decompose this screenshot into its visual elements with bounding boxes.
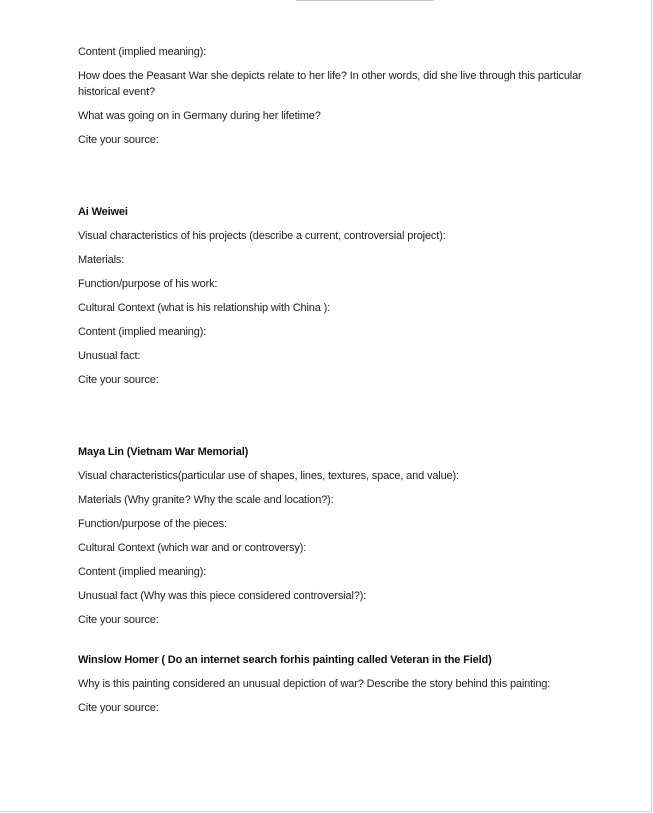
ai-weiwei-cite-prompt: Cite your source: [78, 374, 159, 386]
document-body [78, 44, 598, 724]
maya-lin-content-prompt: Content (implied meaning): [78, 566, 207, 578]
ai-weiwei-cultural-prompt: Cultural Context (what is his relationship with China ): [78, 302, 331, 314]
maya-lin-function-prompt: Function/purpose of the pieces: [78, 518, 227, 530]
ai-weiwei-function-prompt: Function/purpose of his work: [78, 278, 218, 290]
ai-weiwei-materials-prompt: Materials: [78, 254, 125, 266]
maya-lin-visual-prompt: Visual characteristics(particular use of shapes, lines, textures, space, and value): [78, 470, 459, 482]
section-winslow-homer [78, 652, 598, 716]
ai-weiwei-heading: Ai Weiwei [78, 206, 128, 218]
maya-lin-cultural-prompt: Cultural Context (which war and or controversy): [78, 542, 307, 554]
section-maya-lin [78, 444, 598, 628]
winslow-homer-cite-prompt: Cite your source: [78, 702, 159, 714]
kollwitz-peasant-war-prompt: How does the Peasant War she depicts relate to her life? In other words, did she live through this particular historical event? [78, 70, 582, 98]
section-spacer [78, 396, 598, 444]
ai-weiwei-content-prompt: Content (implied meaning): [78, 326, 207, 338]
section-spacer [78, 156, 598, 204]
winslow-homer-heading: Winslow Homer ( Do an internet search forhis painting called Veteran in the Field) [78, 654, 492, 666]
kollwitz-cite-prompt: Cite your source: [78, 134, 159, 146]
maya-lin-unusual-prompt: Unusual fact (Why was this piece considered controversial?): [78, 590, 367, 602]
section-kollwitz [78, 44, 598, 148]
ai-weiwei-unusual-prompt: Unusual fact: [78, 350, 141, 362]
maya-lin-heading: Maya Lin (Vietnam War Memorial) [78, 446, 249, 458]
section-spacer [78, 636, 598, 652]
winslow-homer-question-prompt: Why is this painting considered an unusual depiction of war? Describe the story behind this painting: [78, 678, 551, 690]
maya-lin-materials-prompt: Materials (Why granite? Why the scale and location?): [78, 494, 334, 506]
section-ai-weiwei [78, 204, 598, 388]
ai-weiwei-visual-prompt: Visual characteristics of his projects (describe a current, controversial project): [78, 230, 446, 242]
kollwitz-content-prompt: Content (implied meaning): [78, 46, 207, 58]
page-top-edge [296, 0, 434, 1]
maya-lin-cite-prompt: Cite your source: [78, 614, 159, 626]
kollwitz-germany-prompt: What was going on in Germany during her lifetime? [78, 110, 321, 122]
